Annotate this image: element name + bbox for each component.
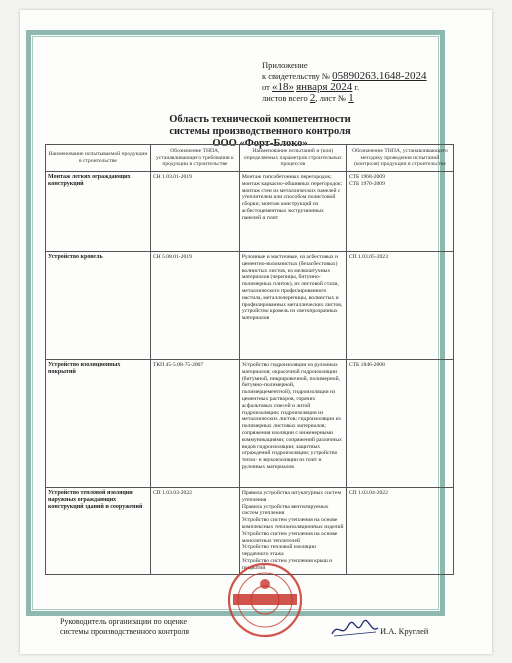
header-tnpa-requirements: Обозначение ТНПА, устанавливающего требования к продукции в строительстве: [150, 145, 239, 172]
footer-line-1: Руководитель организации по оценке: [60, 617, 188, 626]
competence-table: [45, 144, 454, 575]
cell-product: Устройство изоляционных покрытий: [46, 360, 151, 488]
cell-tnpa-requirements: СН 5.08.01-2019: [150, 252, 239, 360]
table-row: [46, 360, 454, 488]
cell-tests: Правила устройства штукатурных систем утепления Правила устройства вентилируемых систем утепления Устройство систем утепления на основе комплексных теплоизоляционных изделий Устройство систем утепления на основе монолитных теплителей Устройство тепловой изоляции чердачного этажа Устройство систем утепления крыш и покрытий: [239, 488, 346, 575]
sheet-number: 1: [348, 92, 354, 104]
header-tnpa-method: Обозначение ТНПА, устанавливающего методику проведения испытаний (контроля) продукции в строительстве: [346, 145, 453, 172]
header-tests: Наименование испытаний и (или) определяемых параметров строительных процессов: [239, 145, 346, 172]
cell-tests: Монтаж гипсобетонных перегородок; монтаж каркасно-обшивных перегородок; монтаж стен из металлических панелей с утеплителем или способом полистовой сборки; монтаж конструкций из асбестоцементных экструзионных панелей и плит: [239, 172, 346, 252]
cell-tnpa-method: СП 1.03.04-2022: [346, 488, 453, 575]
appendix-block: [262, 60, 452, 104]
table-header-row: [46, 145, 454, 172]
cell-tnpa-requirements: ТКП 45-5.08-75-2007: [150, 360, 239, 488]
title-line-1: Область технической компетентности: [169, 114, 351, 125]
date-month-year: января 2024: [296, 81, 353, 93]
cell-tnpa-requirements: СП 1.03.03-2022: [150, 488, 239, 575]
title-line-3: ООО «Форт-Блоко»: [212, 138, 308, 149]
date-prefix: от: [262, 82, 270, 92]
cell-product: Монтаж легких ограждающих конструкций: [46, 172, 151, 252]
cell-tests: Рулонные и мастичные, из асбестовых и цементно-волокнистых (безасбестовых) волнистых листов, из мелкоштучных материалов (черепицы, битумно-полимерных плиток), из листовой стали, металлического профилированного настила, металлочерепицы, волнистых и профилированных металлических листов, устройство кровель из светопрозрачных материалов: [239, 252, 346, 360]
cell-tnpa-method: СП 1.03.05-2023: [346, 252, 453, 360]
header-product: Наименование испытываемой продукции в строительстве: [46, 145, 151, 172]
table-row: [46, 172, 454, 252]
cell-tnpa-method: СТБ 1846-2008: [346, 360, 453, 488]
cell-product: Устройство кровель: [46, 252, 151, 360]
sheet-label: , лист №: [315, 93, 347, 103]
organization-stamp: [215, 560, 315, 640]
cell-product: Устройство тепловой изоляции наружных ограждающих конструкций зданий и сооружений: [46, 488, 151, 575]
date-year-suffix: г.: [354, 82, 360, 92]
signature: [330, 618, 380, 640]
date-day: «18»: [271, 81, 294, 93]
cell-tests: Устройство гидроизоляции из рулонных материалов; окрасочной гидроизоляции (битумной, пикрировочной, полимерной, битумно-полимерной, полимерцементной); гидроизоляции из цементных растворов, горячих асфальтовых смесей и литой гидроизоляции; гидроизоляции из металлических листов; гидроизоляции из полимерных листовых материалов; сопряжения изоляции с инженерными коммуникациями; сопряжений различных видов гидроизоляции; защитных ограждений гидроизоляции; устройство тепло- и звукоизоляции из плит и рулонных материалов: [239, 360, 346, 488]
signer-name: И.А. Круглей: [380, 626, 429, 636]
table-row: [46, 252, 454, 360]
sheets-prefix: листов всего: [262, 93, 308, 103]
cell-tnpa-method: СТБ 1968-2009 СТБ 1970-2009: [346, 172, 453, 252]
certificate-prefix: к свидетельству №: [262, 71, 330, 81]
certificate-number: 05890263.1648-2024: [332, 70, 427, 82]
title-line-2: системы производственного контроля: [169, 126, 351, 137]
footer-line-2: системы производственного контроля: [60, 627, 190, 636]
sheets-total: 2: [309, 92, 316, 104]
footer-block: [60, 617, 189, 637]
cell-tnpa-requirements: СН 1.03.01-2019: [150, 172, 239, 252]
appendix-label: Приложение: [262, 60, 308, 70]
